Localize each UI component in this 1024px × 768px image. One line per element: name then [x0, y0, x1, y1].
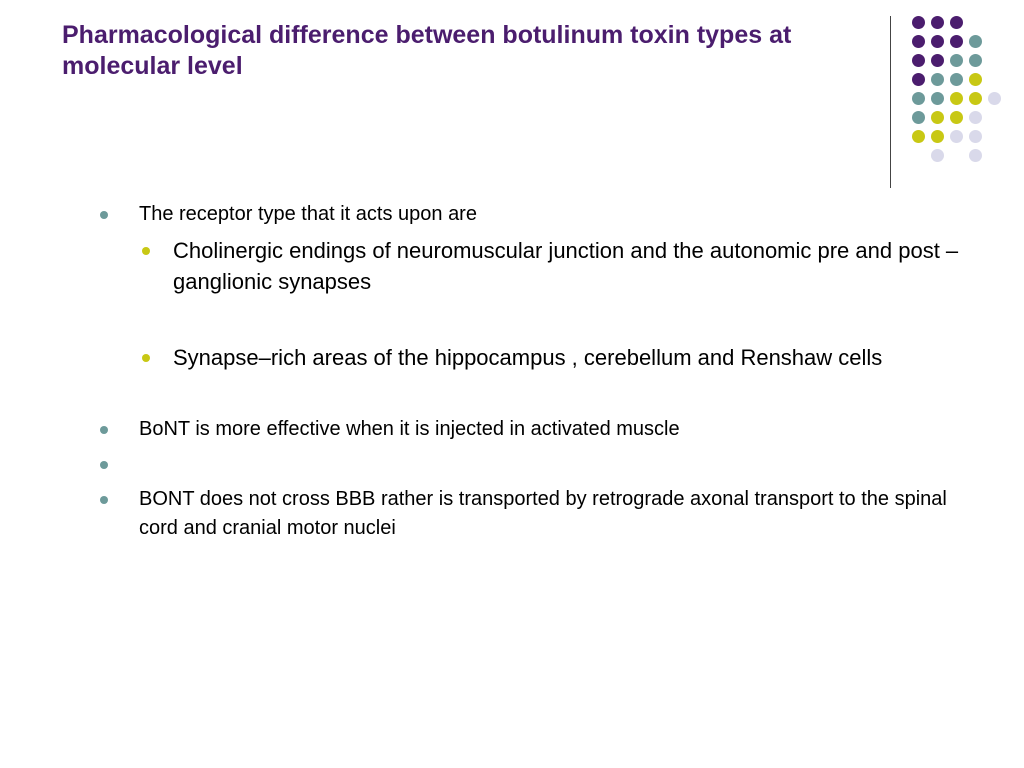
bullet-dot-icon: [100, 496, 108, 504]
decorative-dot: [912, 54, 925, 67]
bullet-text: The receptor type that it acts upon are: [139, 203, 477, 225]
sub-bullet-dot-icon: [142, 247, 150, 255]
bullet-list: [100, 200, 970, 543]
decorative-dot: [931, 73, 944, 86]
decorative-dot: [950, 111, 963, 124]
decorative-dot: [969, 73, 982, 86]
bullet-text: BONT does not cross BBB rather is transported by retrograde axonal transport to the spinal cord and cranial motor nuclei: [139, 488, 947, 539]
decorative-dot: [969, 149, 982, 162]
bullet-text: BoNT is more effective when it is injected in activated muscle: [139, 418, 680, 440]
decorative-dot: [950, 92, 963, 105]
bullet-item-2: [100, 415, 970, 444]
slide-title: Pharmacological difference between botulinum toxin types at molecular level: [62, 21, 792, 80]
sub-bullet-text: Synapse–rich areas of the hippocampus , cerebellum and Renshaw cells: [173, 345, 883, 370]
decorative-dot: [912, 92, 925, 105]
sub-bullet-text: Cholinergic endings of neuromuscular junction and the autonomic pre and post –ganglionic synapses: [173, 238, 959, 294]
decorative-dot: [950, 54, 963, 67]
bullet-item-3: [100, 485, 970, 543]
decorative-dot: [931, 16, 944, 29]
bullet-item-1: [100, 200, 970, 229]
decorative-dot: [931, 149, 944, 162]
decorative-dot: [931, 92, 944, 105]
decorative-dot: [912, 16, 925, 29]
decorative-dot-grid: [912, 16, 1012, 166]
decorative-dot: [950, 73, 963, 86]
sub-bullet-item-2: [100, 342, 970, 373]
decorative-dot: [969, 54, 982, 67]
decorative-dot: [950, 35, 963, 48]
decorative-dot: [931, 54, 944, 67]
bullet-dot-icon: [100, 461, 108, 469]
decorative-dot: [931, 35, 944, 48]
sub-bullet-dot-icon: [142, 354, 150, 362]
bullet-dot-icon: [100, 211, 108, 219]
decorative-dot: [912, 35, 925, 48]
decorative-dot: [969, 35, 982, 48]
decorative-dot: [950, 130, 963, 143]
decorative-dot: [931, 130, 944, 143]
decorative-dot: [969, 130, 982, 143]
sub-bullet-item-1: [100, 235, 970, 297]
bullet-dot-icon: [100, 426, 108, 434]
decorative-dot: [950, 16, 963, 29]
decorative-dot: [931, 111, 944, 124]
decorative-dot: [988, 92, 1001, 105]
decorative-dot: [969, 111, 982, 124]
decorative-dot: [912, 111, 925, 124]
decorative-dot: [912, 130, 925, 143]
bullet-item-empty: [100, 450, 970, 479]
decorative-dot: [912, 73, 925, 86]
vertical-divider: [890, 16, 891, 188]
decorative-dot: [969, 92, 982, 105]
